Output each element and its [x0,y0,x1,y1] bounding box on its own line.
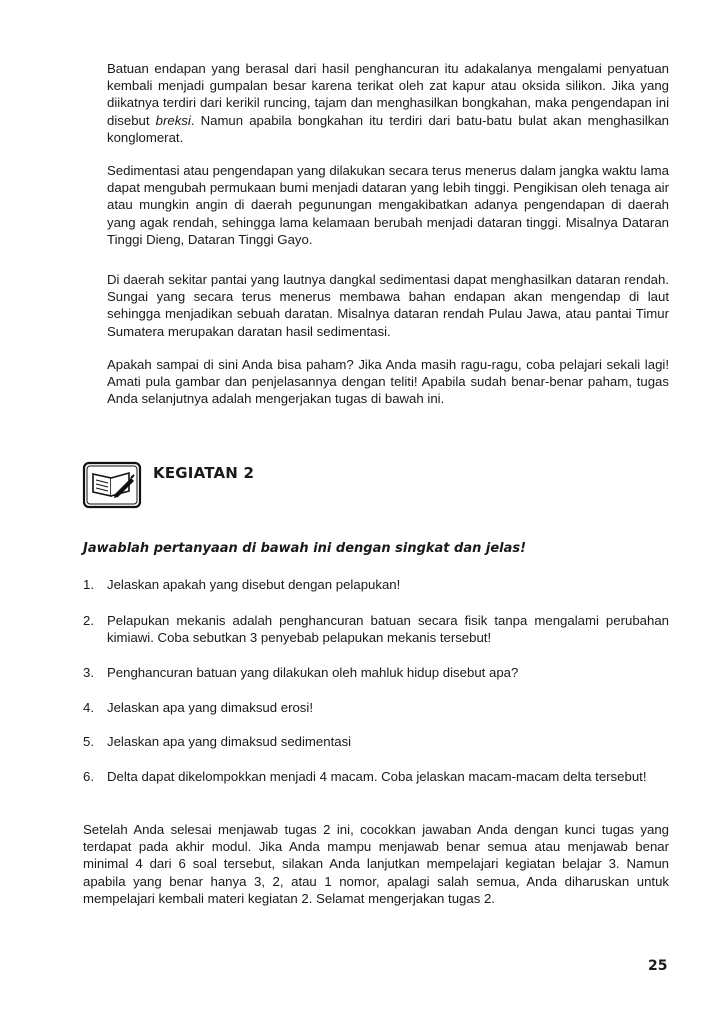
paragraph-batuan-endapan [107,60,669,146]
question-text: Jelaskan apakah yang disebut dengan pelapukan! [107,577,401,592]
paragraph-sedimentasi: Sedimentasi atau pengendapan yang dilakukan secara terus menerus dalam jangka waktu lama dapat mengubah permukaan bumi menjadi dataran yang lebih tinggi. Pengikisan oleh tenaga air atau mungkin angin di daerah pegunungan mengakibatkan adanya pengendapan di daerah yang agak rendah, sehingga lama kelamaan berubah menjadi dataran tinggi. Misalnya Dataran Tinggi Dieng, Dataran Tinggi Gayo. [107,163,669,247]
question-item [83,733,669,750]
instruction-heading: Jawablah pertanyaan di bawah ini dengan singkat dan jelas! [83,541,527,556]
question-number: 5. [83,734,94,749]
term-breksi: breksi [155,112,191,128]
page-number: 25 [648,958,668,974]
question-item [83,576,669,593]
question-text: Jelaskan apa yang dimaksud erosi! [107,700,313,715]
question-number: 4. [83,700,94,715]
question-item [83,768,669,785]
question-text: Penghancuran batuan yang dilakukan oleh mahluk hidup disebut apa? [107,665,519,680]
paragraph-text: . Namun apabila bongkahan itu terdiri dari batu-batu bulat akan menghasilkan konglomerat. [107,112,669,145]
paragraph-dataran-rendah: Di daerah sekitar pantai yang lautnya dangkal sedimentasi dapat menghasilkan dataran rendah. Sungai yang secara terus menerus membawa bahan endapan akan mengendap di laut sehingga menjadikan sebuah daratan. Misalnya dataran rendah Pulau Jawa, atau pantai Timur Sumatera merupakan daratan hasil sedimentasi. [107,272,669,339]
question-item [83,612,669,646]
paragraph-pemahaman: Apakah sampai di sini Anda bisa paham? Jika Anda masih ragu-ragu, coba pelajari sekali lagi! Amati pula gambar dan penjelasannya dengan teliti! Apabila sudah benar-benar paham, tugas Anda selanjutnya adalah mengerjakan tugas di bawah ini. [107,357,669,407]
question-text: Pelapukan mekanis adalah penghancuran batuan secara fisik tanpa mengalami perubahan kimiawi. Coba sebutkan 3 penyebab pelapukan mekanis tersebut! [107,613,669,646]
closing-paragraph: Setelah Anda selesai menjawab tugas 2 ini, cocokkan jawaban Anda dengan kunci tugas yang terdapat pada akhir modul. Jika Anda mampu menjawab benar semua atau menjawab benar minimal 4 dari 6 soal tersebut, silakan Anda lanjutkan mempelajari kegiatan belajar 3. Namun apabila yang benar hanya 3, 2, atau 1 nomor, apalagi salah semua, Anda diharuskan untuk mempelajari kembali materi kegiatan 2. Selamat mengerjakan tugas 2. [83,822,669,906]
question-number: 1. [83,577,94,592]
question-item [83,699,669,716]
activity-title: KEGIATAN 2 [153,464,255,482]
question-item [83,664,669,681]
question-text: Jelaskan apa yang dimaksud sedimentasi [107,734,352,749]
question-number: 6. [83,769,94,784]
question-number: 3. [83,665,94,680]
question-text: Delta dapat dikelompokkan menjadi 4 macam. Coba jelaskan macam-macam delta tersebut! [107,769,647,784]
book-writing-icon [81,460,143,510]
question-number: 2. [83,613,94,628]
paragraph-text: Batuan endapan yang berasal dari hasil penghancuran itu adakalanya mengalami penyatuan kembali menjadi gumpalan besar karena terikat oleh zat kapur atau oksida silikon. Jika yang diikatnya terdiri dari kerikil runcing, tajam dan menghasilkan bongkahan, maka pengendapan ini disebut [107,61,669,128]
